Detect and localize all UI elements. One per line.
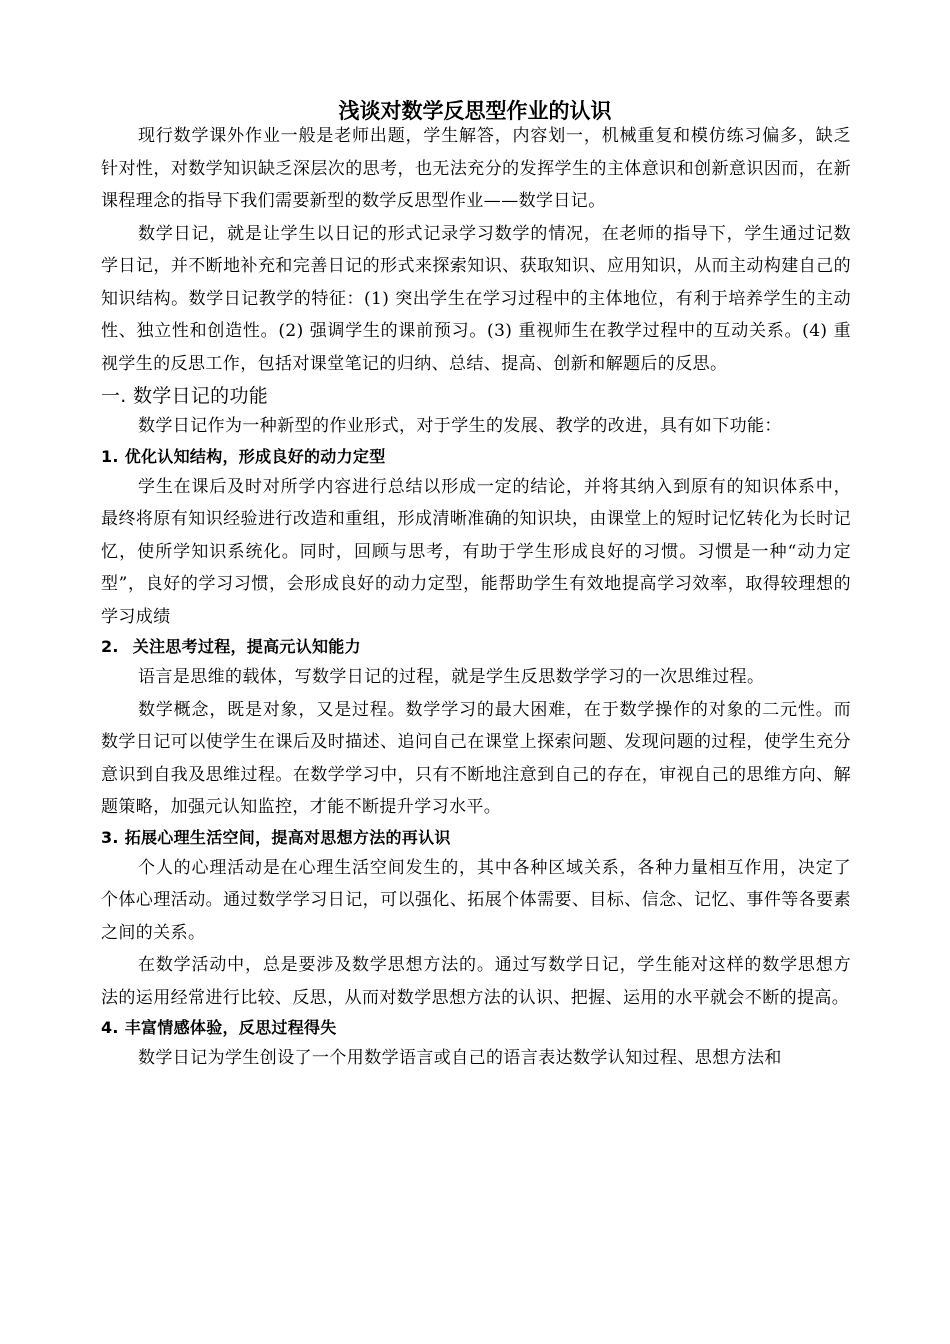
subsection-3-paragraph-1: 个人的心理活动是在心理生活空间发生的，其中各种区域关系，各种力量相互作用，决定了个体心理活动。通过数学学习日记，可以强化、拓展个体需要、目标、信念、记忆、事件等各要素之间的关系。 — [101, 857, 851, 943]
subsection-heading-2 — [101, 633, 851, 661]
intro-paragraph-1: 现行数学课外作业一般是老师出题，学生解答，内容划一，机械重复和模仿练习偏多，缺乏针对性，对数学知识缺乏深层次的思考，也无法充分的发挥学生的主体意识和创新意识因而，在新课程理念的指导下我们需要新型的数学反思型作业——数学日记。 — [101, 126, 851, 211]
subsection-number: 1. — [101, 446, 119, 466]
subsection-title: 拓展心理生活空间，提高对思想方法的再认识 — [124, 827, 451, 847]
subsection-heading-3 — [101, 824, 851, 852]
subsection-heading-1 — [101, 443, 851, 471]
document-title: 浅谈对数学反思型作业的认识 — [338, 99, 612, 123]
subsection-number: 2. — [101, 637, 119, 656]
subsection-2-paragraph-1: 语言是思维的载体，写数学日记的过程，就是学生反思数学学习的一次思维过程。 — [138, 667, 765, 687]
intro-paragraph-2: 数学日记，就是让学生以日记的形式记录学习数学的情况，在老师的指导下，学生通过记数学日记，并不断地补充和完善日记的形式来探索知识、获取知识、应用知识，从而主动构建自己的知识结构。数学日记教学的特征：(1) 突出学生在学习过程中的主体地位，有利于培养学生的主动性、独立性和创造性。(2) 强调学生的课前预习。(3) 重视师生在教学过程中的互动关系。(4) 重视学生的反思工作，包括对课堂笔记的归纳、总结、提高、创新和解题后的反思。 — [101, 223, 851, 374]
subsection-4-paragraph-1: 数学日记为学生创设了一个用数学语言或自己的语言表达数学认知过程、思想方法和 — [138, 1048, 782, 1068]
subsection-2-paragraph-2: 数学概念，既是对象，又是过程。数学学习的最大困难，在于数学操作的对象的二元性。而数学日记可以使学生在课后及时描述、追问自己在课堂上探索问题、发现问题的过程，使学生充分意识到自我及思维过程。在数学学习中，只有不断地注意到自己的存在，审视自己的思维方向、解题策略，加强元认知监控，才能不断提升学习水平。 — [101, 699, 851, 817]
subsection-heading-4 — [101, 1014, 851, 1042]
subsection-1-paragraph-1: 学生在课后及时对所学内容进行总结以形成一定的结论，并将其纳入到原有的知识体系中，最终将原有知识经验进行改造和重组，形成清晰准确的知识块，由课堂上的短时记忆转化为长时记忆，使所学知识系统化。同时，回顾与思考，有助于学生形成良好的习惯。习惯是一种“动力定型”，良好的学习习惯，会形成良好的动力定型，能帮助学生有效地提高学习效率，取得较理想的学习成绩 — [101, 476, 851, 627]
section-heading-functions: 一. 数学日记的功能 — [101, 385, 269, 407]
subsection-title: 丰富情感体验，反思过程得失 — [124, 1018, 337, 1037]
subsection-number: 3. — [101, 827, 119, 847]
subsection-title: 优化认知结构，形成良好的动力定型 — [124, 446, 386, 466]
subsection-number: 4. — [101, 1018, 119, 1037]
subsection-title: 关注思考过程，提高元认知能力 — [132, 637, 361, 656]
section-intro: 数学日记作为一种新型的作业形式，对于学生的发展、教学的改进，具有如下功能： — [138, 416, 782, 436]
document-body — [101, 120, 851, 1075]
subsection-3-paragraph-2: 在数学活动中，总是要涉及数学思想方法的。通过写数学日记，学生能对这样的数学思想方法的运用经常进行比较、反思，从而对数学思想方法的认识、把握、运用的水平就会不断的提高。 — [101, 955, 851, 1008]
